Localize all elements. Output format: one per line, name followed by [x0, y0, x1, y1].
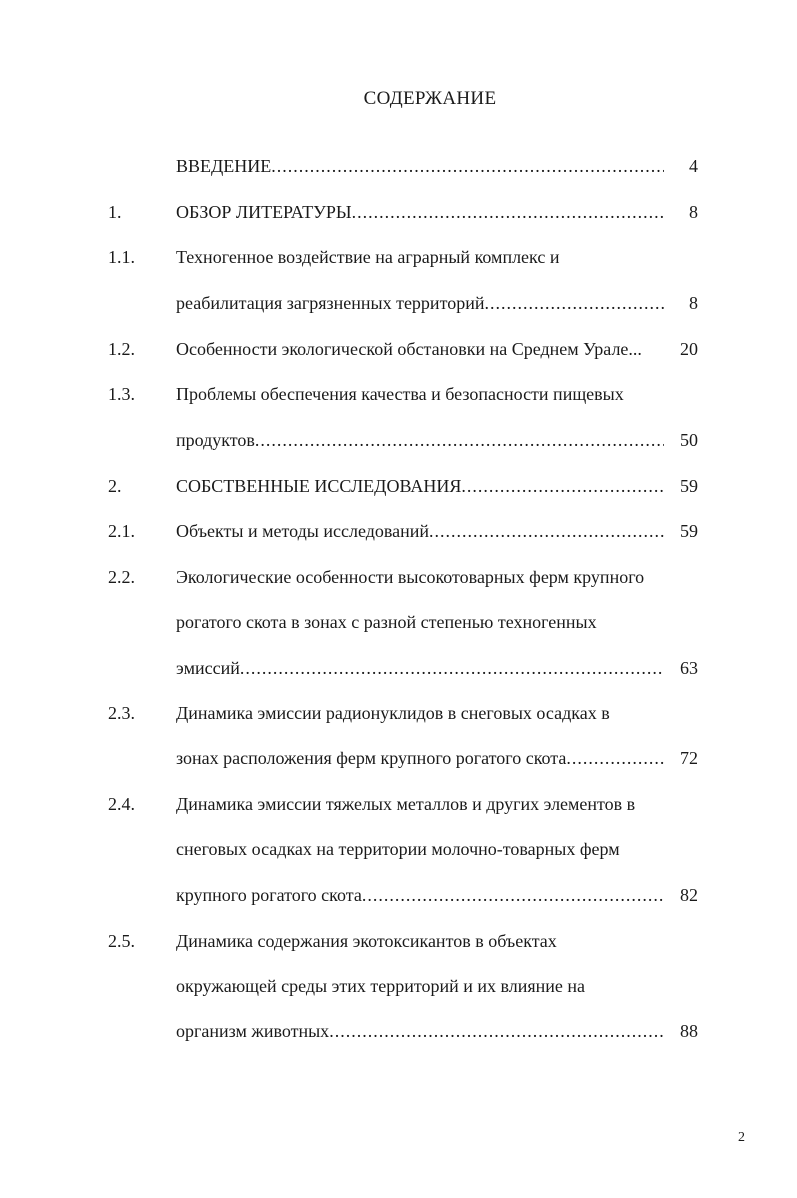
- leader-dots: [429, 519, 664, 543]
- toc-entry-title: Объекты и методы исследований: [176, 521, 430, 541]
- leader-dots: [255, 428, 664, 452]
- toc-entry-number: 1.3.: [108, 384, 135, 404]
- toc-entry-2-5-cont[interactable]: [0, 974, 797, 998]
- toc-entry-title: ОБЗОР ЛИТЕРАТУРЫ: [176, 202, 352, 222]
- toc-entry-page: 20: [680, 339, 698, 359]
- toc-entry-1[interactable]: [0, 200, 797, 224]
- toc-entry-leader: [176, 1019, 664, 1043]
- toc-entry-page: 59: [680, 521, 698, 541]
- toc-entry-page: 4: [689, 156, 698, 176]
- toc-entry-2-3[interactable]: [0, 701, 797, 725]
- toc-entry-2-1[interactable]: [0, 519, 797, 543]
- toc-entry-2-2[interactable]: [0, 565, 797, 589]
- toc-entry-title-cont: крупного рогатого скота: [176, 885, 362, 905]
- toc-entry-2-4-cont[interactable]: [0, 837, 797, 861]
- toc-entry-title: Особенности экологической обстановки на Среднем Урале...: [176, 339, 642, 359]
- toc-entry-title-cont: организм животных: [176, 1021, 330, 1041]
- toc-entry-leader: [176, 291, 664, 315]
- toc-entry-leader: [176, 428, 664, 452]
- toc-entry-leader: [176, 154, 664, 178]
- toc-entry-number: 1.1.: [108, 247, 135, 267]
- toc-entry-title-cont: зонах расположения ферм крупного рогатого скота: [176, 748, 567, 768]
- toc-entry-title-cont: продуктов: [176, 430, 255, 450]
- toc-entry-leader: [176, 519, 664, 543]
- toc-entry-title: Экологические особенности высокотоварных ферм крупного: [176, 567, 645, 587]
- toc-entry-page: 8: [689, 293, 698, 313]
- toc-entry-2-2-cont[interactable]: [0, 610, 797, 634]
- toc-entry-number: 1.2.: [108, 339, 135, 359]
- toc-entry-page: 88: [680, 1021, 698, 1041]
- toc-entry-title-cont: эмиссий: [176, 658, 240, 678]
- toc-entry-2-3-cont[interactable]: [0, 746, 797, 770]
- toc-entry-title-cont: рогатого скота в зонах с разной степенью техногенных: [176, 612, 597, 632]
- toc-entry-title: ВВЕДЕНИЕ: [176, 156, 272, 176]
- leader-dots: [566, 746, 664, 770]
- leader-dots: [352, 200, 664, 224]
- page-number: 2: [738, 1130, 745, 1145]
- toc-entry-page: 72: [680, 748, 698, 768]
- leader-dots: [271, 154, 664, 178]
- toc-entry-2[interactable]: [0, 474, 797, 498]
- toc-entry-title: Техногенное воздействие на аграрный комплекс и: [176, 247, 560, 267]
- toc-entry-1-3[interactable]: [0, 382, 797, 406]
- toc-entry-page: 50: [680, 430, 698, 450]
- toc-entry-leader: [176, 474, 664, 498]
- leader-dots: [329, 1019, 664, 1043]
- toc-entry-2-2-cont[interactable]: [0, 656, 797, 680]
- toc-entry-title-cont: окружающей среды этих территорий и их влияние на: [176, 976, 586, 996]
- toc-entry-page: 8: [689, 202, 698, 222]
- toc-entry-title: Динамика содержания экотоксикантов в объектах: [176, 931, 557, 951]
- toc-entry-leader: [176, 746, 664, 770]
- toc-entry-introduction[interactable]: [0, 154, 797, 178]
- toc-entry-1-2[interactable]: [0, 337, 797, 361]
- toc-entry-number: 2.2.: [108, 567, 135, 587]
- toc-entry-number: 2.: [108, 476, 122, 496]
- toc-entry-leader: [176, 200, 664, 224]
- toc-entry-2-4-cont[interactable]: [0, 883, 797, 907]
- toc-entry-1-3-cont[interactable]: [0, 428, 797, 452]
- leader-dots: [240, 656, 664, 680]
- toc-entry-leader: [176, 656, 664, 680]
- toc-entry-page: 82: [680, 885, 698, 905]
- toc-entry-2-5-cont[interactable]: [0, 1019, 797, 1043]
- toc-entry-1-1-cont[interactable]: [0, 291, 797, 315]
- toc-entry-2-4[interactable]: [0, 792, 797, 816]
- toc-entry-title-cont: снеговых осадках на территории молочно-товарных ферм: [176, 839, 620, 859]
- page-title: СОДЕРЖАНИЕ: [363, 88, 497, 109]
- toc-entry-title: Динамика эмиссии радионуклидов в снеговых осадках в: [176, 703, 610, 723]
- leader-dots: [362, 883, 664, 907]
- toc-entry-number: 2.4.: [108, 794, 135, 814]
- toc-entry-page: 63: [680, 658, 698, 678]
- toc-entry-title-cont: реабилитация загрязненных территорий: [176, 293, 485, 313]
- toc-entry-1-1[interactable]: [0, 245, 797, 269]
- toc-entry-number: 2.1.: [108, 521, 135, 541]
- toc-entry-title: Динамика эмиссии тяжелых металлов и других элементов в: [176, 794, 636, 814]
- toc-entry-number: 2.5.: [108, 931, 135, 951]
- leader-dots: [461, 474, 664, 498]
- toc-entry-page: 59: [680, 476, 698, 496]
- toc-entry-2-5[interactable]: [0, 929, 797, 953]
- toc-entry-number: 2.3.: [108, 703, 135, 723]
- toc-entry-leader: [176, 883, 664, 907]
- leader-dots: [484, 291, 664, 315]
- toc-entry-title: СОБСТВЕННЫЕ ИССЛЕДОВАНИЯ: [176, 476, 462, 496]
- toc-entry-number: 1.: [108, 202, 122, 222]
- toc-entry-title: Проблемы обеспечения качества и безопасности пищевых: [176, 384, 624, 404]
